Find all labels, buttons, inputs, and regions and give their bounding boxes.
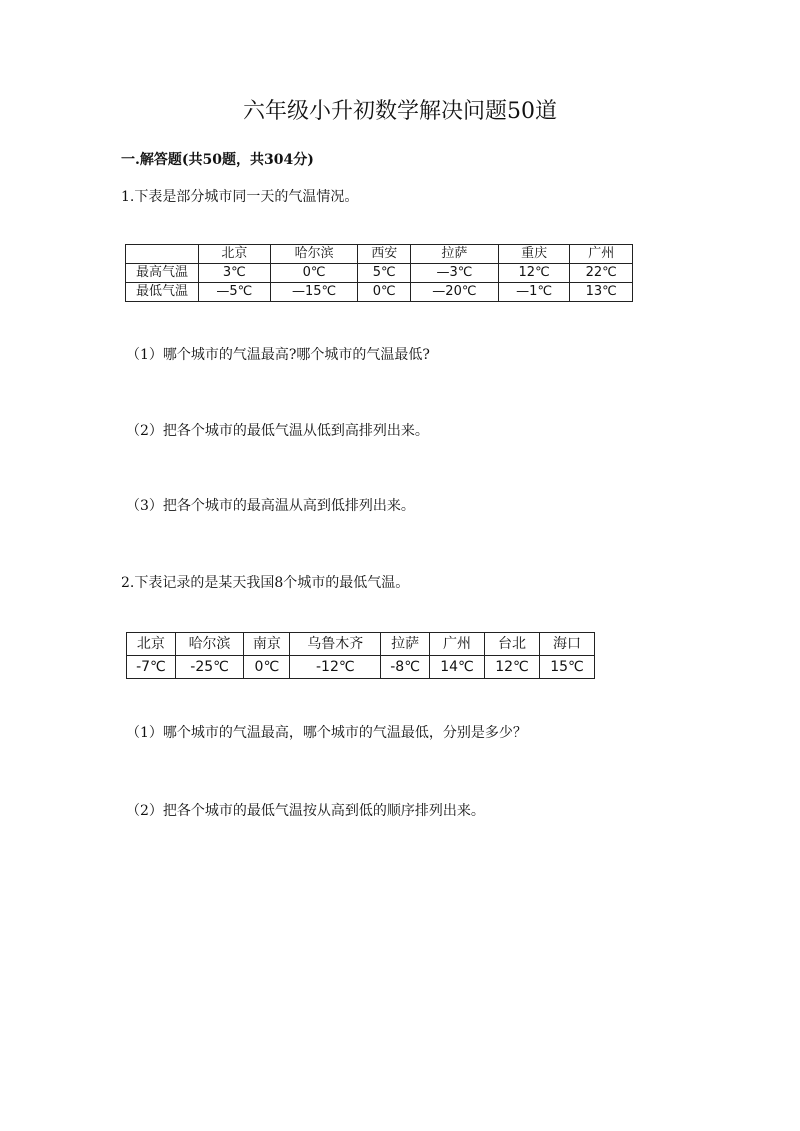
table-cell: -25℃ <box>175 656 243 679</box>
table-row <box>127 656 595 679</box>
table-cell: 重庆 <box>498 245 570 264</box>
table-cell: 14℃ <box>430 656 485 679</box>
table-cell: 南京 <box>244 633 290 656</box>
table-cell: 0℃ <box>358 283 411 302</box>
table-cell: 拉萨 <box>381 633 430 656</box>
temperature-table-2 <box>126 632 595 679</box>
table-cell: 北京 <box>127 633 176 656</box>
table-cell: —15℃ <box>270 283 358 302</box>
table-cell: 0℃ <box>244 656 290 679</box>
question-2-part-1: （1）哪个城市的气温最高，哪个城市的气温最低，分别是多少？ <box>126 725 527 741</box>
table-row-label: 最高气温 <box>126 264 199 283</box>
table-cell: 13℃ <box>570 283 633 302</box>
table-header-row <box>127 633 595 656</box>
question-1-part-3: （3）把各个城市的最高温从高到低排列出来。 <box>126 498 415 514</box>
table-cell: 海口 <box>539 633 594 656</box>
table-cell: 12℃ <box>484 656 539 679</box>
question-1-part-2: （2）把各个城市的最低气温从低到高排列出来。 <box>126 423 429 439</box>
question-2-stem: 2.下表记录的是某天我国8个城市的最低气温。 <box>121 575 410 591</box>
question-1-part-1: （1）哪个城市的气温最高?哪个城市的气温最低? <box>126 347 430 363</box>
table-cell: 拉萨 <box>410 245 498 264</box>
table-cell: -7℃ <box>127 656 176 679</box>
page-title: 六年级小升初数学解决问题50道 <box>243 99 557 124</box>
question-2-part-2: （2）把各个城市的最低气温按从高到低的顺序排列出来。 <box>126 803 485 819</box>
table-cell: 哈尔滨 <box>270 245 358 264</box>
table-cell: 乌鲁木齐 <box>290 633 381 656</box>
table-row <box>126 283 633 302</box>
table-cell: 台北 <box>484 633 539 656</box>
table-cell: -12℃ <box>290 656 381 679</box>
table-cell: —3℃ <box>410 264 498 283</box>
table-cell: 广州 <box>570 245 633 264</box>
table-cell: -8℃ <box>381 656 430 679</box>
table-cell: 哈尔滨 <box>175 633 243 656</box>
table-cell: 北京 <box>199 245 271 264</box>
table-cell: 12℃ <box>498 264 570 283</box>
table-cell: 广州 <box>430 633 485 656</box>
table-cell: 5℃ <box>358 264 411 283</box>
table-cell: 0℃ <box>270 264 358 283</box>
temperature-table-1 <box>125 244 633 302</box>
table-row-label: 最低气温 <box>126 283 199 302</box>
table-cell: 西安 <box>358 245 411 264</box>
table-cell: —1℃ <box>498 283 570 302</box>
table-cell: —20℃ <box>410 283 498 302</box>
section-heading: 一.解答题(共50题，共304分) <box>121 152 314 168</box>
table-cell: 15℃ <box>539 656 594 679</box>
table-cell <box>126 245 199 264</box>
table-cell: —5℃ <box>199 283 271 302</box>
table-row <box>126 264 633 283</box>
question-1-stem: 1.下表是部分城市同一天的气温情况。 <box>121 189 359 205</box>
table-cell: 22℃ <box>570 264 633 283</box>
table-header-row <box>126 245 633 264</box>
table-cell: 3℃ <box>199 264 271 283</box>
